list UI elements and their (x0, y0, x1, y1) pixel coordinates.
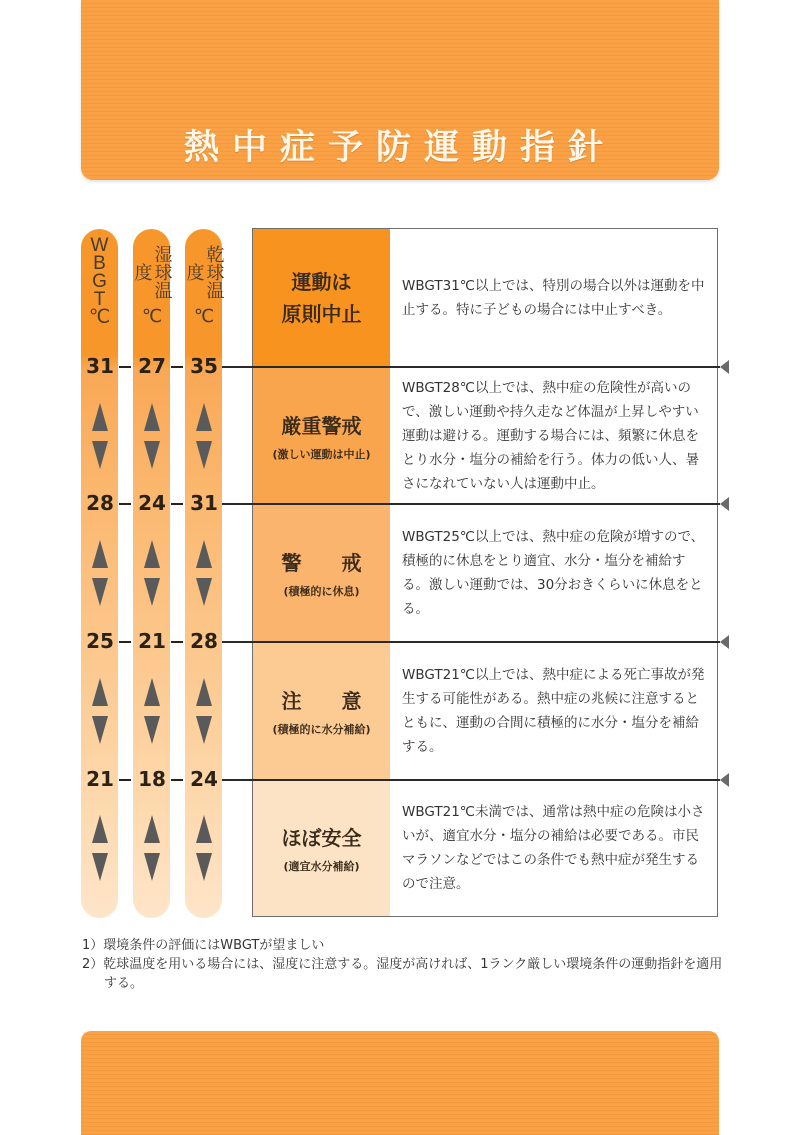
wet-bulb-label: 湿球温度 (131, 244, 173, 299)
wbgt-g: G (92, 271, 107, 292)
level-sublabel: (適宜水分補給) (283, 860, 360, 873)
footnote: 2）乾球温度を用いる場合には、湿度に注意する。湿度が高ければ、1ランク厳しい環境条件の運動指針を適用する。 (82, 957, 723, 991)
guideline-table (252, 228, 718, 917)
level-label-cell (253, 642, 390, 780)
level-label-cell (253, 780, 390, 916)
arrow-down-icon (92, 853, 108, 881)
arrow-up-icon (144, 403, 160, 431)
marker-triangle-icon (720, 635, 729, 649)
wet-bulb-threshold: 24 (138, 491, 166, 515)
dry-bulb-threshold: 31 (190, 491, 218, 515)
dry-bulb-column-header (183, 237, 225, 327)
wbgt-column-header (81, 237, 118, 327)
level-label: 警 戒 (281, 551, 362, 575)
threshold-line (222, 641, 720, 643)
level-label: 原則中止 (281, 302, 362, 326)
level-description-cell (390, 780, 717, 916)
arrow-up-icon (196, 540, 212, 568)
arrow-down-icon (196, 716, 212, 744)
arrow-up-icon (144, 815, 160, 843)
wet-bulb-threshold: 18 (138, 767, 166, 791)
arrow-up-icon (144, 678, 160, 706)
wbgt-threshold: 21 (86, 767, 114, 791)
wet-bulb-threshold: 27 (138, 354, 166, 378)
level-label: 注 意 (281, 689, 362, 713)
threshold-line (222, 366, 720, 368)
arrow-up-icon (196, 403, 212, 431)
page-title: 熱中症予防運動指針 (183, 128, 616, 168)
wbgt-t: T (93, 289, 106, 310)
arrow-up-icon (92, 678, 108, 706)
marker-triangle-icon (720, 497, 729, 511)
wbgt-w: W (90, 235, 109, 256)
wbgt-threshold: 28 (86, 491, 114, 515)
level-description: WBGT31℃以上では、特別の場合以外は運動を中止する。特に子どもの場合には中止すべき。 (402, 278, 705, 318)
level-label-cell (253, 229, 390, 367)
arrow-up-icon (196, 815, 212, 843)
arrow-down-icon (144, 853, 160, 881)
level-description-cell (390, 367, 717, 504)
arrow-down-icon (144, 716, 160, 744)
arrow-down-icon (196, 853, 212, 881)
level-label: 厳重警戒 (281, 413, 362, 438)
footnotes (82, 936, 732, 993)
wet-bulb-column-header (131, 237, 173, 327)
threshold-line (222, 503, 720, 505)
footer-banner (81, 1031, 719, 1135)
wet-bulb-threshold: 21 (138, 629, 166, 653)
wbgt-unit: ℃ (88, 307, 111, 328)
dry-bulb-threshold: 35 (190, 354, 218, 378)
level-description: WBGT28℃以上では、熱中症の危険性が高いので、激しい運動や持久走など体温が上昇しやすい運動は避ける。運動する場合には、頻繁に休息をとり水分・塩分の補給を行う。体力の低い人、暑さになれていない人は運動中止。 (402, 379, 699, 492)
footnote: 1）環境条件の評価にはWBGTが望ましい (82, 938, 325, 953)
arrow-down-icon (196, 441, 212, 469)
arrow-up-icon (92, 540, 108, 568)
level-description: WBGT21℃未満では、通常は熱中症の危険は小さいが、適宜水分・塩分の補給は必要である。市民マラソンなどではこの条件でも熱中症が発生するので注意。 (402, 804, 705, 892)
dry-bulb-unit: ℃ (193, 306, 215, 327)
level-description-cell (390, 229, 717, 367)
arrow-down-icon (92, 578, 108, 606)
level-sublabel: (積極的に休息) (283, 585, 360, 598)
wbgt-threshold: 31 (86, 354, 114, 378)
level-description-cell (390, 504, 717, 642)
level-description: WBGT21℃以上では、熱中症による死亡事故が発生する可能性がある。熱中症の兆候に注意するとともに、運動の合間に積極的に水分・塩分を補給する。 (402, 667, 705, 755)
wbgt-threshold: 25 (86, 629, 114, 653)
level-label: 運動は (291, 270, 352, 294)
arrow-down-icon (92, 441, 108, 469)
level-label-cell (253, 367, 390, 504)
level-sublabel: (激しい運動は中止) (272, 447, 371, 461)
level-label-cell (253, 504, 390, 642)
level-label: ほぼ安全 (281, 826, 362, 850)
header-banner (81, 0, 719, 180)
arrow-down-icon (196, 578, 212, 606)
dry-bulb-label: 乾球温度 (183, 244, 225, 299)
level-description-cell (390, 642, 717, 780)
dry-bulb-threshold: 28 (190, 629, 218, 653)
arrow-up-icon (92, 403, 108, 431)
level-description: WBGT25℃以上では、熱中症の危険が増すので、積極的に休息をとり適宜、水分・塩分を補給する。激しい運動では、30分おきくらいに休息をとる。 (402, 529, 705, 617)
wbgt-b: B (93, 253, 106, 274)
marker-triangle-icon (720, 360, 729, 374)
threshold-line (222, 779, 720, 781)
arrow-down-icon (144, 578, 160, 606)
dry-bulb-threshold: 24 (190, 767, 218, 791)
arrow-up-icon (92, 815, 108, 843)
wet-bulb-unit: ℃ (141, 306, 163, 327)
marker-triangle-icon (720, 773, 729, 787)
arrow-down-icon (144, 441, 160, 469)
arrow-down-icon (92, 716, 108, 744)
arrow-up-icon (196, 678, 212, 706)
level-sublabel: (積極的に水分補給) (272, 723, 371, 736)
arrow-up-icon (144, 540, 160, 568)
